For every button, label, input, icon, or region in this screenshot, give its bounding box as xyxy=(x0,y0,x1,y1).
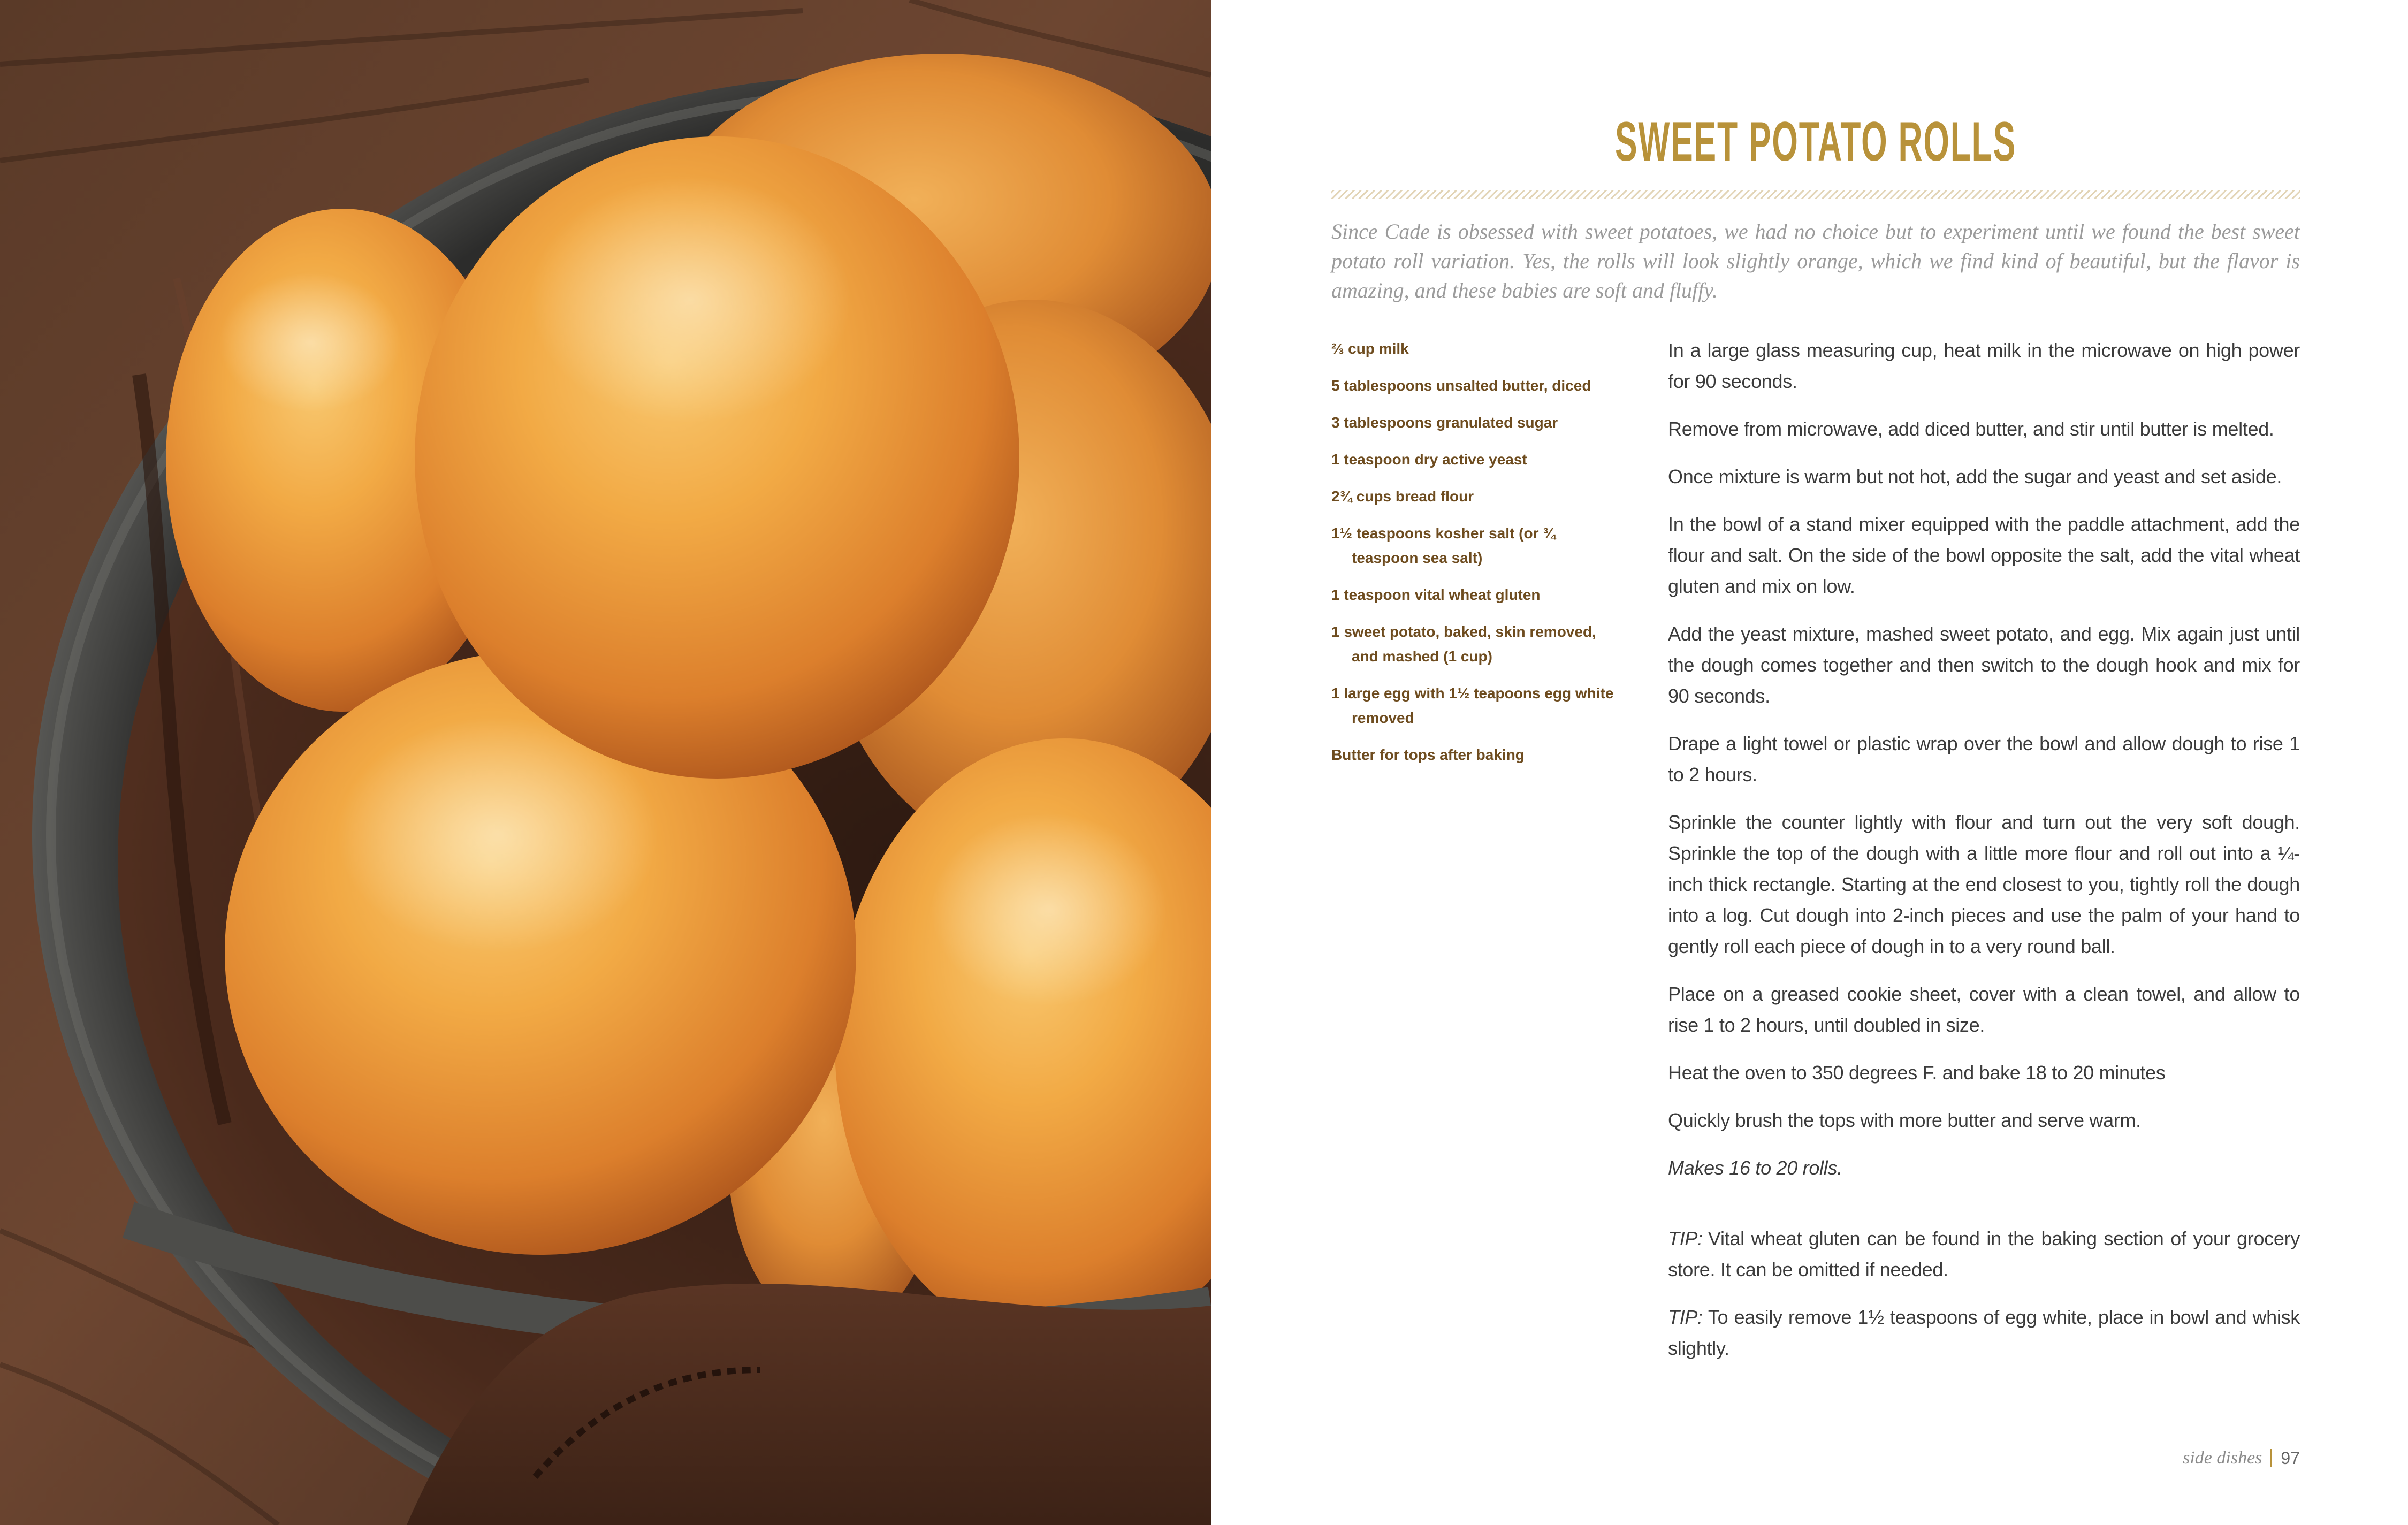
page-number: 97 xyxy=(2281,1448,2300,1468)
instruction-step: Sprinkle the counter lightly with flour and turn out the very soft dough. Sprinkle the top of the dough with a little more flour and roll out into a ¼-inch thick rectangle. Starting at the end closest to you, tightly roll the dough into a log. Cut dough into 2-inch pieces and use the palm of your hand to gently roll each piece of dough in to a very round ball. xyxy=(1668,811,2300,957)
ingredient-item: Butter for tops after baking xyxy=(1331,746,1525,763)
instruction-step: Add the yeast mixture, mashed sweet potato, and egg. Mix again just until the dough comes together and then switch to the dough hook and mix for 90 seconds. xyxy=(1668,623,2300,707)
roll-gloss xyxy=(530,177,851,423)
ingredient-item: ⅔ cup milk xyxy=(1331,340,1409,357)
ingredient-item: 3 tablespoons granulated sugar xyxy=(1331,414,1558,431)
recipe-title xyxy=(1331,110,2300,174)
ingredient-item: 1 teaspoon dry active yeast xyxy=(1331,451,1527,468)
roll-gloss xyxy=(219,273,401,412)
instruction-step: In the bowl of a stand mixer equipped with the paddle attachment, add the flour and salt. On the side of the bowl opposite the salt, add the vital wheat gluten and mix on low. xyxy=(1668,513,2300,597)
ingredient-item: 1 sweet potato, baked, skin removed, and mashed (1 cup) xyxy=(1331,623,1596,665)
footer-section-name: side dishes xyxy=(2183,1448,2262,1468)
ingredient-item: 1 teaspoon vital wheat gluten xyxy=(1331,586,1541,603)
tip-text: To easily remove 1½ teaspoons of egg white, place in bowl and whisk slightly. xyxy=(1668,1306,2300,1359)
tip xyxy=(1668,1302,2300,1364)
instruction-step: Remove from microwave, add diced butter, and stir until butter is melted. xyxy=(1668,418,2274,440)
tip-text: Vital wheat gluten can be found in the baking section of your grocery store. It can be omitted if needed. xyxy=(1668,1227,2300,1280)
recipe-page xyxy=(1211,0,2408,1525)
footer-divider xyxy=(2270,1449,2272,1467)
ingredient-item: 1 large egg with 1½ teapoons egg white removed xyxy=(1331,685,1614,726)
ingredient-item: 1½ teaspoons kosher salt (or ¾ teaspoon sea salt) xyxy=(1331,525,1556,566)
instruction-list xyxy=(1668,335,2300,1381)
tip xyxy=(1668,1223,2300,1285)
instruction-step: In a large glass measuring cup, heat milk in the microwave on high power for 90 seconds. xyxy=(1668,339,2300,392)
roll-gloss xyxy=(931,813,1167,1006)
page-footer xyxy=(2183,1445,2300,1471)
instruction-step: Drape a light towel or plastic wrap over the bowl and allow dough to rise 1 to 2 hours. xyxy=(1668,733,2300,786)
instruction-step: Once mixture is warm but not hot, add the sugar and yeast and set aside. xyxy=(1668,466,2282,487)
tips-section xyxy=(1668,1223,2300,1364)
instruction-step: Quickly brush the tops with more butter and serve warm. xyxy=(1668,1109,2141,1131)
instruction-step: Place on a greased cookie sheet, cover with a clean towel, and allow to rise 1 to 2 hours, until doubled in size. xyxy=(1668,983,2300,1036)
recipe-intro: Since Cade is obsessed with sweet potatoes, we had no choice but to experiment until we found the best sweet potato roll variation. Yes, the rolls will look slightly orange, which we find kind of beautiful, but the flavor is amazing, and these babies are soft and fluffy. xyxy=(1331,219,2300,302)
ingredient-list xyxy=(1331,337,1623,780)
ingredient-item: 2¾ cups bread flour xyxy=(1331,488,1474,505)
ingredient-item: 5 tablespoons unsalted butter, diced xyxy=(1331,377,1591,394)
recipe-yield: Makes 16 to 20 rolls. xyxy=(1668,1157,1842,1179)
instruction-step: Heat the oven to 350 degrees F. and bake 18 to 20 minutes xyxy=(1668,1062,2166,1084)
tip-label: TIP: xyxy=(1668,1306,1703,1328)
tip-label: TIP: xyxy=(1668,1227,1703,1249)
recipe-title-text: SWEET POTATO ROLLS xyxy=(1615,111,2016,173)
title-divider xyxy=(1331,190,2300,199)
